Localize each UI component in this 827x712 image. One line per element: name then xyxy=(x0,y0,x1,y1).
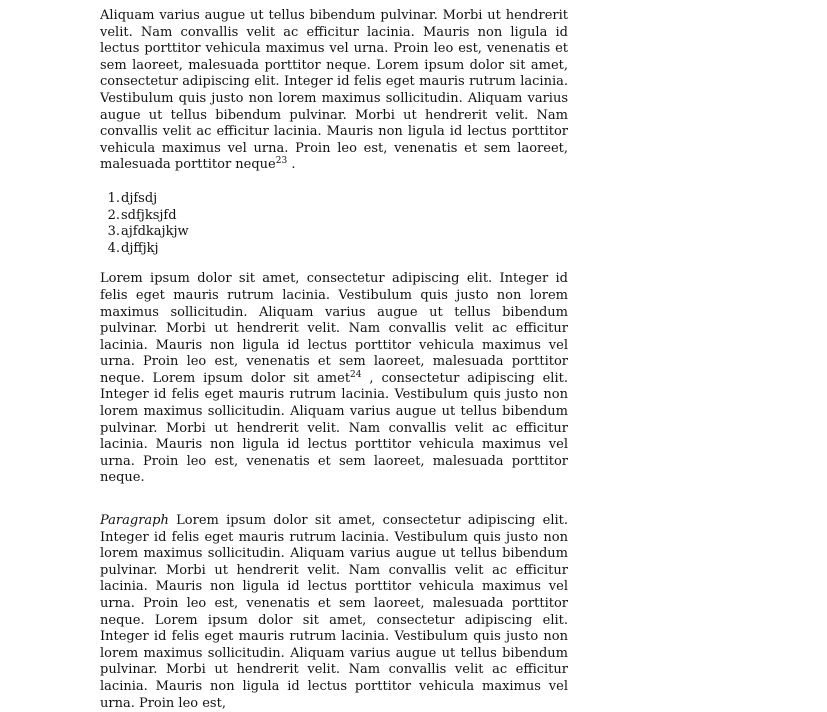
list-item-number: 4. xyxy=(107,240,120,256)
list-item-number: 3. xyxy=(107,224,120,240)
list-item-number: 1. xyxy=(107,190,120,206)
list-item-text: djffjkj xyxy=(121,240,159,256)
list-item xyxy=(100,191,568,208)
footnote-marker-24[interactable]: 24 xyxy=(350,369,362,380)
paragraph-1-tail: . xyxy=(287,157,296,173)
paragraph-1 xyxy=(100,8,568,174)
list-item-number: 2. xyxy=(107,207,120,223)
numbered-list xyxy=(100,191,568,257)
paragraph-3-text: Lorem ipsum dolor sit amet, consectetur adipiscing elit. Integer id felis eget mauris rutrum lacinia. Vestibulum quis justo non lorem maximus sollicitudin. Aliquam varius augue ut tellus bibendum pulvinar. Morbi ut hendrerit velit. Nam convallis velit ac efficitur lacinia. Mauris non ligula id lectus porttitor vehicula maximus vel urna. Proin leo est, venenatis et sem laoreet, malesuada porttitor neque. Lorem ipsum dolor sit amet, consectetur adipiscing elit. Integer id felis eget mauris rutrum lacinia. Vestibulum quis justo non lorem maximus sollicitudin. Aliquam varius augue ut tellus bibendum pulvinar. Morbi ut hendrerit velit. Nam convallis velit ac efficitur lacinia. Mauris non ligula id lectus porttitor vehicula maximus vel urna. Proin leo est, xyxy=(100,513,568,711)
paragraph-1-text: Aliquam varius augue ut tellus bibendum pulvinar. Morbi ut hendrerit velit. Nam convallis velit ac efficitur lacinia. Mauris non ligula id lectus porttitor vehicula maximus vel urna. Proin leo est, venenatis et sem laoreet, malesuada porttitor neque. Lorem ipsum dolor sit amet, consectetur adipiscing elit. Integer id felis eget mauris rutrum lacinia. Vestibulum quis justo non lorem maximus sollicitudin. Aliquam varius augue ut tellus bibendum pulvinar. Morbi ut hendrerit velit. Nam convallis velit ac efficitur lacinia. Mauris non ligula id lectus porttitor vehicula maximus vel urna. Proin leo est, venenatis et sem laoreet, malesuada porttitor neque xyxy=(100,8,568,173)
list-item xyxy=(100,241,568,258)
paragraph-heading: Paragraph xyxy=(100,513,169,529)
list-item xyxy=(100,208,568,225)
footnote-marker-23[interactable]: 23 xyxy=(275,156,288,167)
paragraph-2-text: Lorem ipsum dolor sit amet, consectetur adipiscing elit. Integer id felis eget mauris rutrum lacinia. Vestibulum quis justo non lorem maximus sollicitudin. Aliquam varius augue ut tellus bibendum pulvinar. Morbi ut hendrerit velit. Nam convallis velit ac efficitur lacinia. Mauris non ligula id lectus porttitor vehicula maximus vel urna. Proin leo est, venenatis et sem laoreet, malesuada porttitor neque. Lorem ipsum dolor sit amet xyxy=(100,271,568,386)
list-item-text: djfsdj xyxy=(121,190,158,206)
paragraph-2-tail: , consectetur adipiscing elit. Integer id felis eget mauris rutrum lacinia. Vestibulum quis justo non lorem maximus sollicitudin. Aliquam varius augue ut tellus bibendum pulvinar. Morbi ut hendrerit velit. Nam convallis velit ac efficitur lacinia. Mauris non ligula id lectus porttitor vehicula maximus vel urna. Proin leo est, venenatis et sem laoreet, malesuada porttitor neque. xyxy=(100,370,568,486)
list-item-text: ajfdkajkjw xyxy=(121,224,189,240)
paragraph-3 xyxy=(100,513,568,712)
paragraph-2 xyxy=(100,271,568,487)
document-page xyxy=(100,8,568,712)
list-item-text: sdfjksjfd xyxy=(121,207,177,223)
list-item xyxy=(100,224,568,241)
section-gap xyxy=(100,487,568,513)
